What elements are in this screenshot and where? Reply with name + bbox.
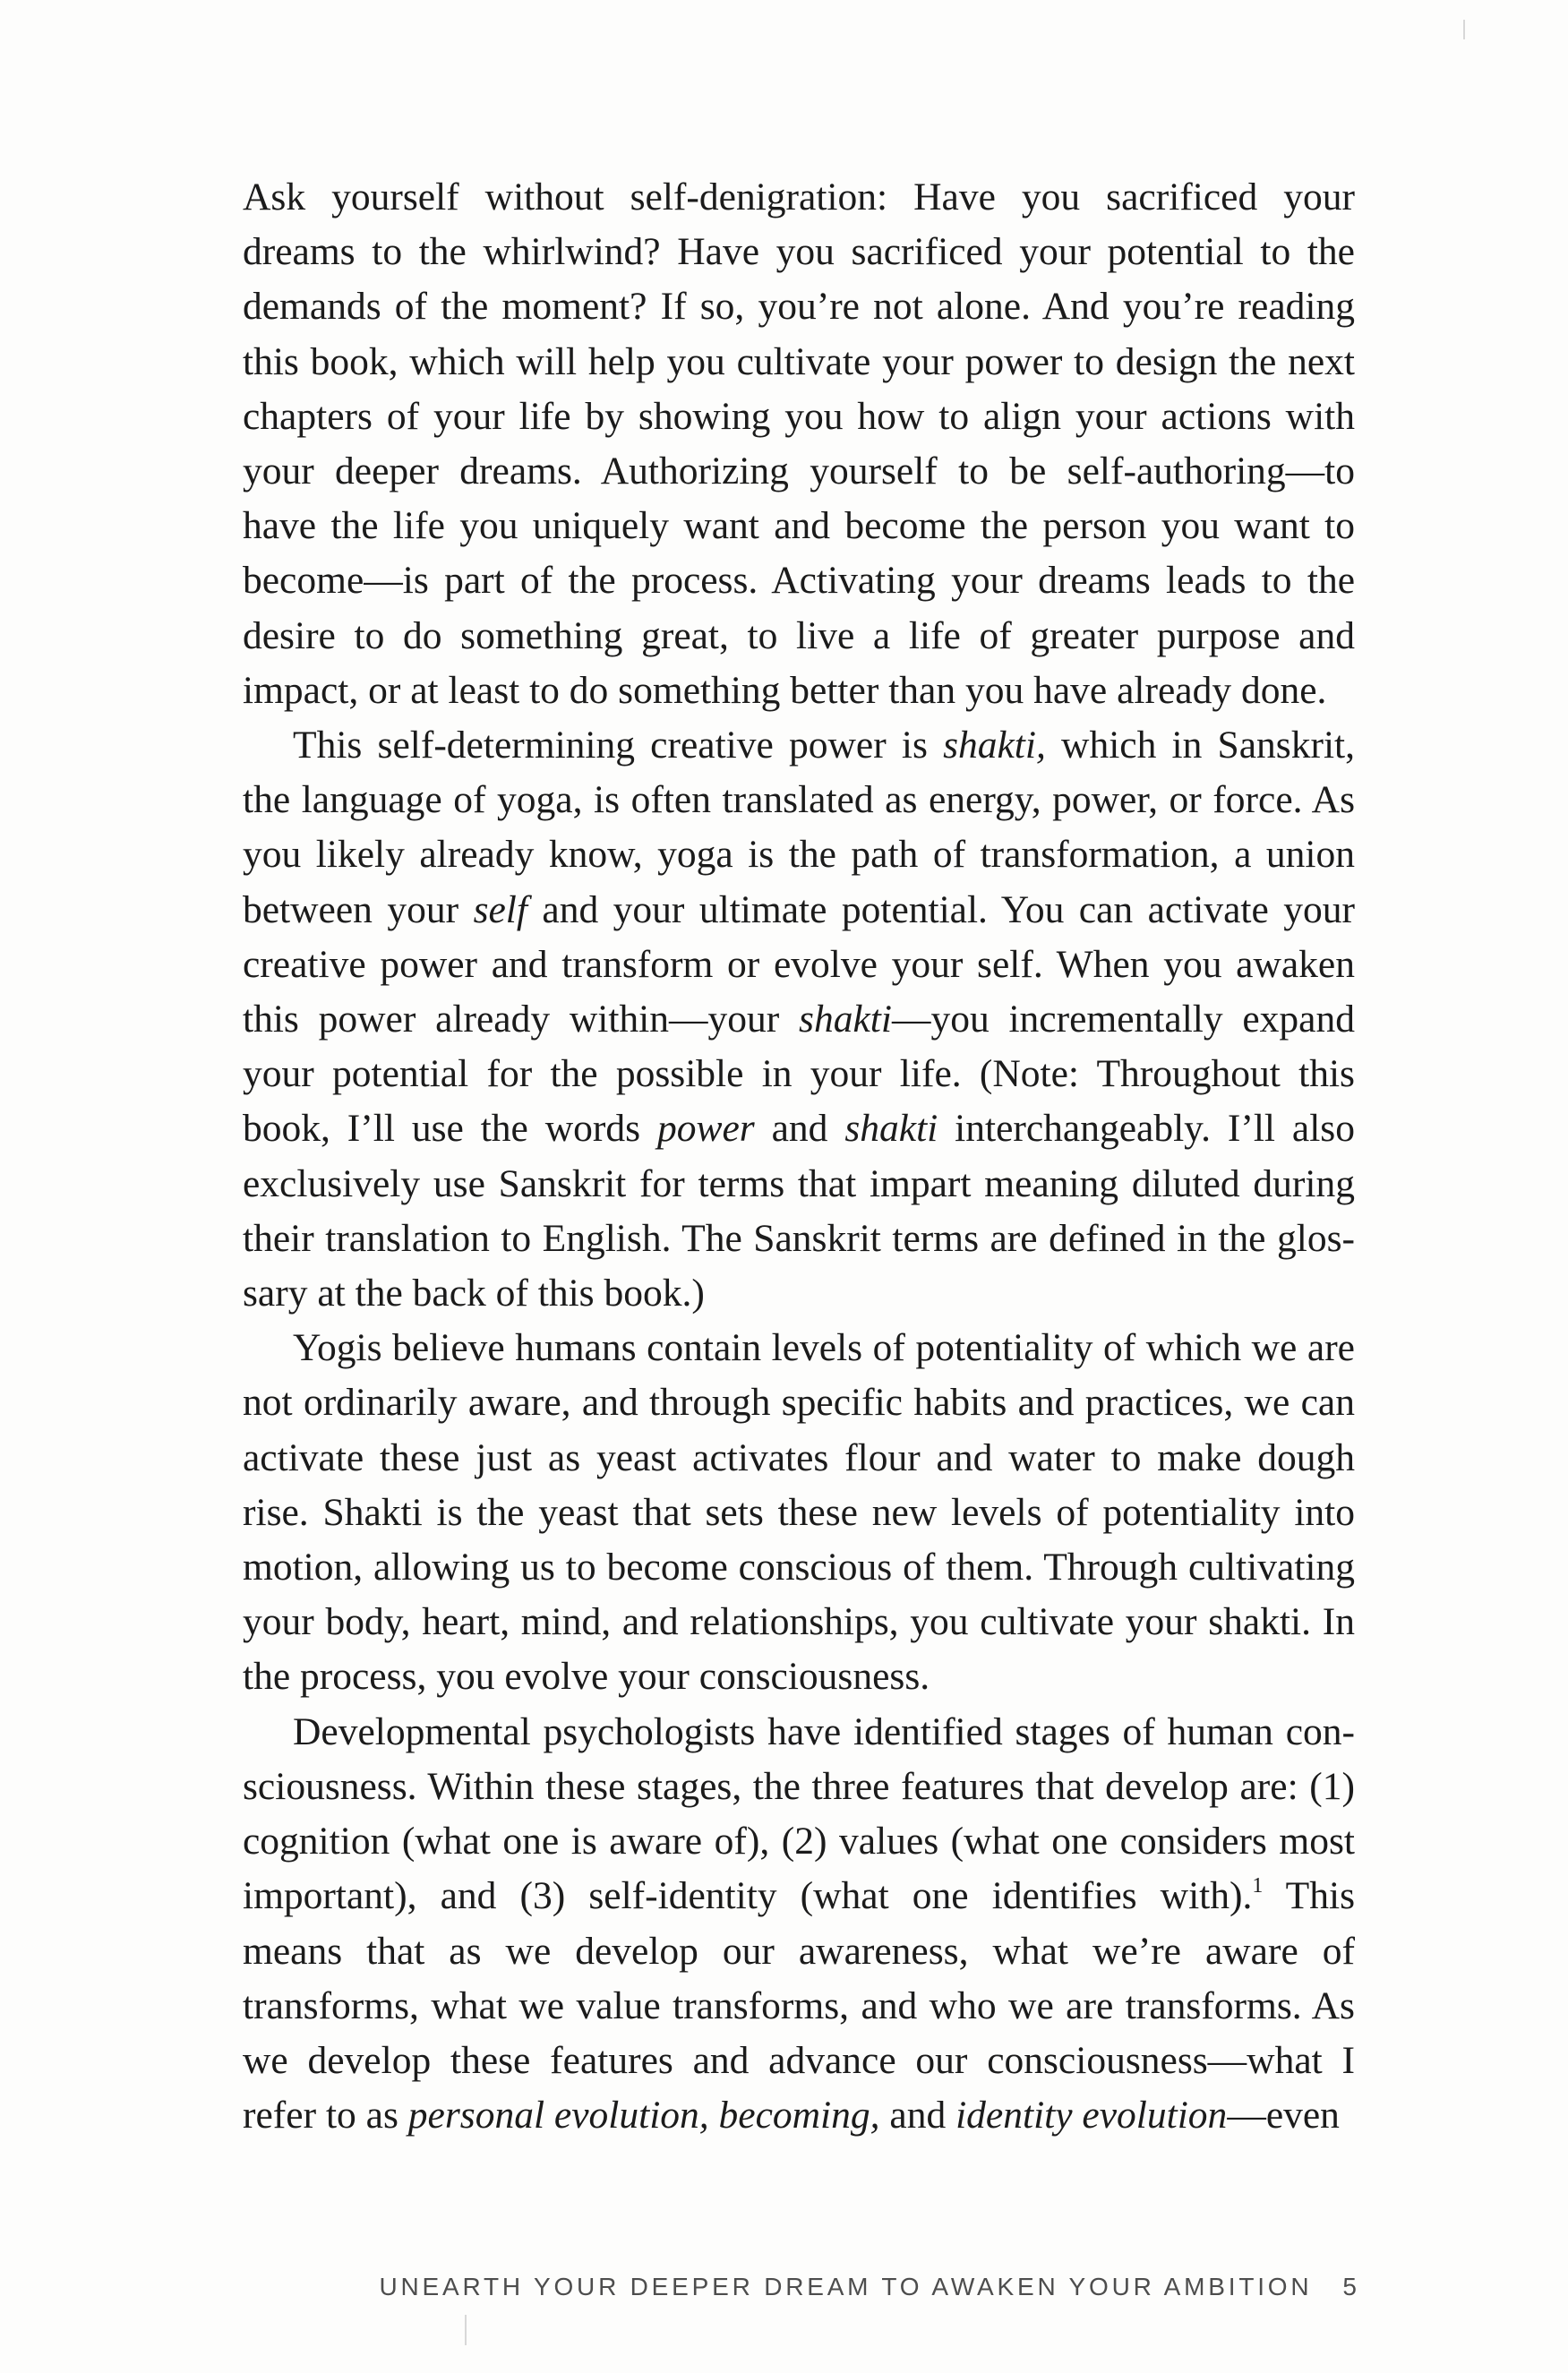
italic-term: shakti — [799, 998, 892, 1041]
text-run: This means that as we develop our awareness, what we’re aware of transforms, what we value transforms, and who we are transforms. As we develop these features and advance our consciousness—what I refer to as — [243, 1874, 1355, 2137]
page-number: 5 — [1342, 2273, 1357, 2300]
running-title: UNEARTH YOUR DEEPER DREAM TO AWAKEN YOUR AMBITION — [379, 2273, 1313, 2300]
running-footer — [322, 2273, 1357, 2301]
italic-term: identity evolution — [955, 2094, 1228, 2137]
text-run: Ask yourself without self-denigration: Have you sacrificed your dreams to the whirlwind? Have you sacrificed your potential to the demands of the moment? If so, you’re not alone. And you’re reading this book, which will help you cultivate your power to design the next chapters of your life by showing you how to align your actions with your deeper dreams. Authorizing yourself to be self-authoring—to have the life you uniquely want and become the person you want to become—is part of the process. Activating your dreams leads to the desire to do something great, to live a life of greater purpose and impact, or at least to do something better than you have already done. — [243, 176, 1355, 712]
text-run: Developmental psychologists have identified stages of human consciousness. Within these stages, the three features that develop are: (1) cognition (what one is aware of), (2) values (what one considers most important), and (3) self-identity (what one identifies with). — [243, 1709, 1355, 1918]
italic-term: shakti, — [943, 724, 1046, 767]
scan-artifact-line — [465, 2315, 467, 2345]
italic-term: self — [473, 887, 527, 931]
body-text — [243, 170, 1355, 2143]
text-run: and — [754, 1107, 845, 1151]
text-run — [709, 2094, 719, 2137]
italic-term: becoming, — [718, 2094, 880, 2137]
footnote-ref: 1 — [1252, 1874, 1264, 1898]
text-run: This self-determining creative power is — [293, 724, 944, 767]
italic-term: power — [656, 1107, 755, 1151]
text-run: and your ultimate potential. You can activate your creative power and transform or evolve your self. When you awaken this power already within—your — [243, 887, 1355, 1041]
text-run: which in Sanskrit, the language of yoga, is often translated as energy, power, or force. As you likely already know, yoga is the path of transformation, a union between your — [243, 724, 1355, 931]
scan-artifact-line — [1463, 20, 1465, 39]
text-run: and — [879, 2094, 956, 2137]
text-run: —you incrementally expand your potential for the possible in your life. (Note: Throughout this book, I’ll use the words — [243, 998, 1355, 1151]
paragraph — [243, 170, 1355, 718]
text-run: interchangeably. I’ll also exclusively use Sanskrit for terms that impart meaning diluted during their translation to English. The Sanskrit terms are defined in the glossary at the back of this book.) — [243, 1107, 1355, 1315]
text-run: Yogis believe humans contain levels of potentiality of which we are not ordinarily aware, and through specific habits and practices, we can activate these just as yeast activates flour and water to make dough rise. Shakti is the yeast that sets these new levels of potentiality into motion, allowing us to become conscious of them. Through cultivating your body, heart, mind, and relationships, you cultivate your shakti. In the process, you evolve your consciousness. — [243, 1326, 1355, 1699]
italic-term: personal evolution, — [407, 2094, 709, 2137]
italic-term: shakti — [844, 1107, 938, 1151]
text-run: —even — [1227, 2094, 1340, 2137]
paragraph — [243, 1705, 1355, 2144]
paragraph — [243, 1321, 1355, 1704]
paragraph — [243, 718, 1355, 1321]
